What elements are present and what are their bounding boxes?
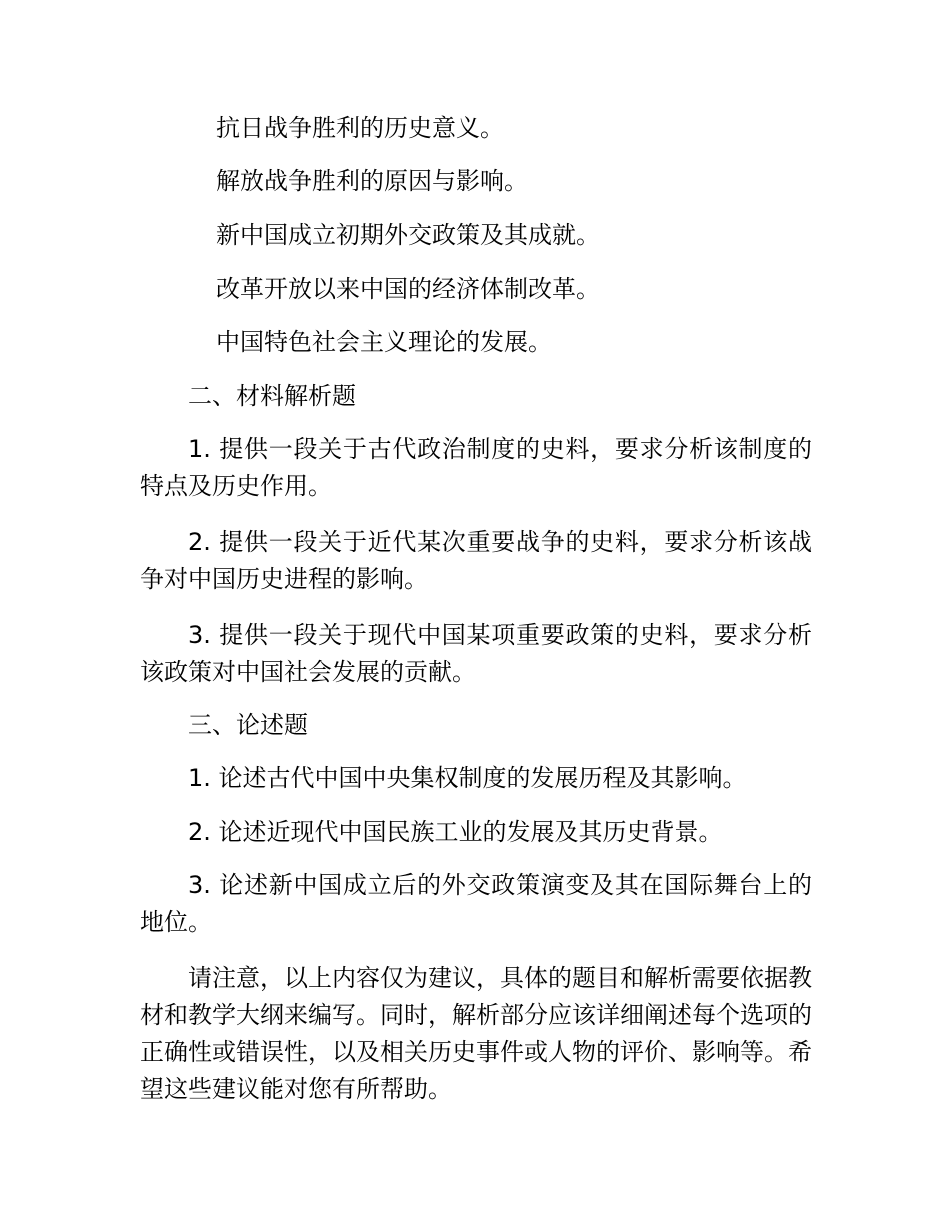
essay-question: 3. 论述新中国成立后的外交政策演变及其在国际舞台上的地位。 <box>140 871 812 936</box>
section-heading-material: 二、材料解析题 <box>188 382 356 410</box>
essay-question: 1. 论述古代中国中央集权制度的发展历程及其影响。 <box>188 764 747 792</box>
topic-item: 抗日战争胜利的历史意义。 <box>216 114 504 142</box>
topic-item: 新中国成立初期外交政策及其成就。 <box>216 221 600 249</box>
material-question: 2. 提供一段关于近代某次重要战争的史料，要求分析该战争对中国历史进程的影响。 <box>140 528 812 593</box>
section-heading-essay: 三、论述题 <box>188 711 308 739</box>
material-question: 1. 提供一段关于古代政治制度的史料，要求分析该制度的特点及历史作用。 <box>140 435 812 500</box>
material-question: 3. 提供一段关于现代中国某项重要政策的史料，要求分析该政策对中国社会发展的贡献。 <box>140 621 812 686</box>
closing-note: 请注意，以上内容仅为建议，具体的题目和解析需要依据教材和教学大纲来编写。同时，解析部分应该详细阐述每个选项的正确性或错误性，以及相关历史事件或人物的评价、影响等。希望这些建议能对您有所帮助。 <box>140 964 812 1103</box>
essay-question: 2. 论述近现代中国民族工业的发展及其历史背景。 <box>188 818 723 846</box>
topic-item: 解放战争胜利的原因与影响。 <box>216 167 528 195</box>
topic-item: 中国特色社会主义理论的发展。 <box>216 328 552 356</box>
topic-item: 改革开放以来中国的经济体制改革。 <box>216 275 600 303</box>
